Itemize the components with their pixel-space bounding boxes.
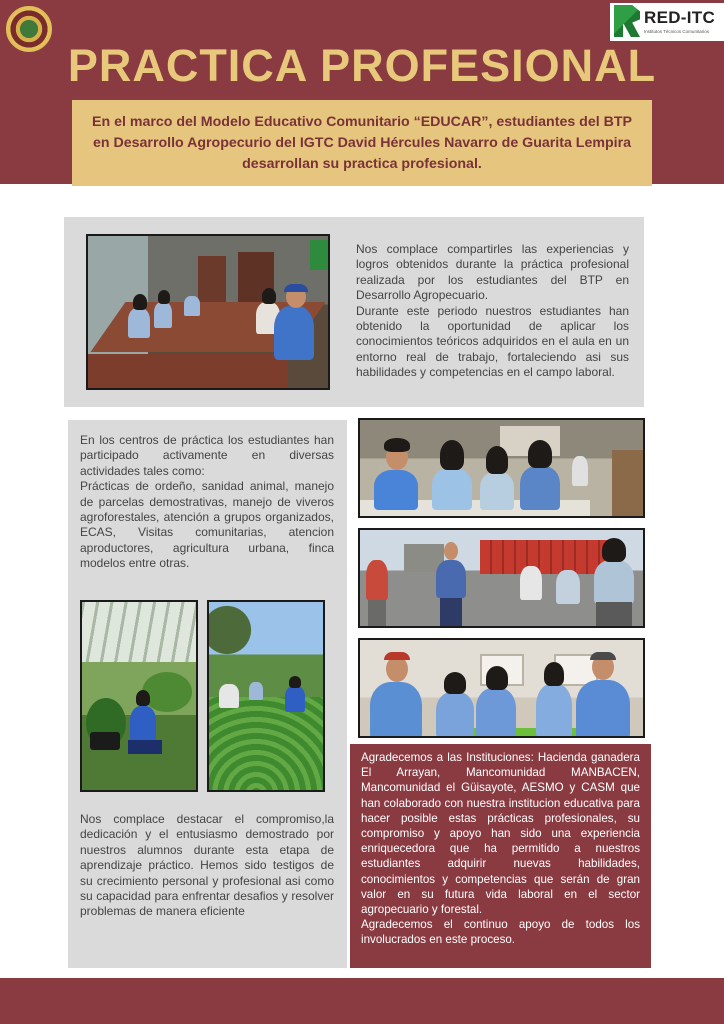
students-table-photo xyxy=(358,418,645,518)
activities-text xyxy=(80,433,334,572)
group-photo xyxy=(358,638,645,738)
red-itc-logo xyxy=(610,3,724,41)
intro-text: En el marco del Modelo Educativo Comunitario “EDUCAR”, estudiantes del BTP en Desarrollo Agropecurio del IGTC David Hércules Navarro de Guarita Lempira desarrollan su practica profesional. xyxy=(92,113,632,172)
logo-subtitle: Institutos Técnicos Comunitarios xyxy=(644,29,709,34)
acknowledgements-paragraph-1: Agradecemos a las Instituciones: Hacienda ganadera El Arrayan, Mancomunidad MANBACEN, Mancomunidad el Güisayote, AESMO y CASM que han colaborado con nuestra institucion educativa para hacer posible estas prácticas profesionales, su compromiso y apoyo han sido una experiencia enriquecedora que ha permitido a nuestros estudiantes adquirir nuevas habilidades, conocimientos y competencias que serán de gran valor en su futura vida laboral en el sector agropecuario y forestal. xyxy=(361,751,640,917)
footer-band xyxy=(0,978,724,1024)
experience-text xyxy=(356,242,629,381)
meeting-room-photo xyxy=(86,234,330,390)
nursery-photo-1 xyxy=(80,600,198,792)
acknowledgements-paragraph-2: Agradecemos el continuo apoyo de todos los involucrados en este proceso. xyxy=(361,918,640,947)
activities-paragraph-2: Prácticas de ordeño, sanidad animal, manejo de parcelas demostrativas, manejo de viveros agroforestales, atención a grupos organizados, ECAS, Visitas comunitarias, atencion aproductores, agricultura urbana, finca modelos entre otras. xyxy=(80,479,334,571)
red-itc-r-icon xyxy=(614,5,640,37)
experience-paragraph-2: Durante este periodo nuestros estudiantes han obtenido la oportunidad de aplicar los conocimientos teóricos adquiridos en el aula en un entorno real de trabajo, fortaleciendo asi sus habilidades y competencias en el campo laboral. xyxy=(356,303,629,380)
acknowledgements-text xyxy=(361,750,640,948)
experience-paragraph-1: Nos complace compartirles las experiencias y logros obtenidos durante la práctica profesional realizada por los estudiantes del BTP en Desarrollo Agropecuario. xyxy=(356,242,629,303)
nursery-photo-2 xyxy=(207,600,325,792)
field-visit-photo xyxy=(358,528,645,628)
intro-box xyxy=(72,100,652,186)
acknowledgements-box xyxy=(350,744,651,968)
commitment-text: Nos complace destacar el compromiso,la dedicación y el entusiasmo demostrado por nuestros alumnos durante esta etapa de aprendizaje práctico. Hemos sido testigos de su crecimiento personal y profesional asi como su capacidad para enfrentar desafios y resolver problemas de manera eficiente xyxy=(80,812,334,919)
logo-name: RED-ITC xyxy=(644,8,716,27)
page-title: PRACTICA PROFESIONAL xyxy=(67,40,657,91)
activities-paragraph-1: En los centros de práctica los estudiantes han participado activamente en diversas actividades tales como: xyxy=(80,433,334,478)
